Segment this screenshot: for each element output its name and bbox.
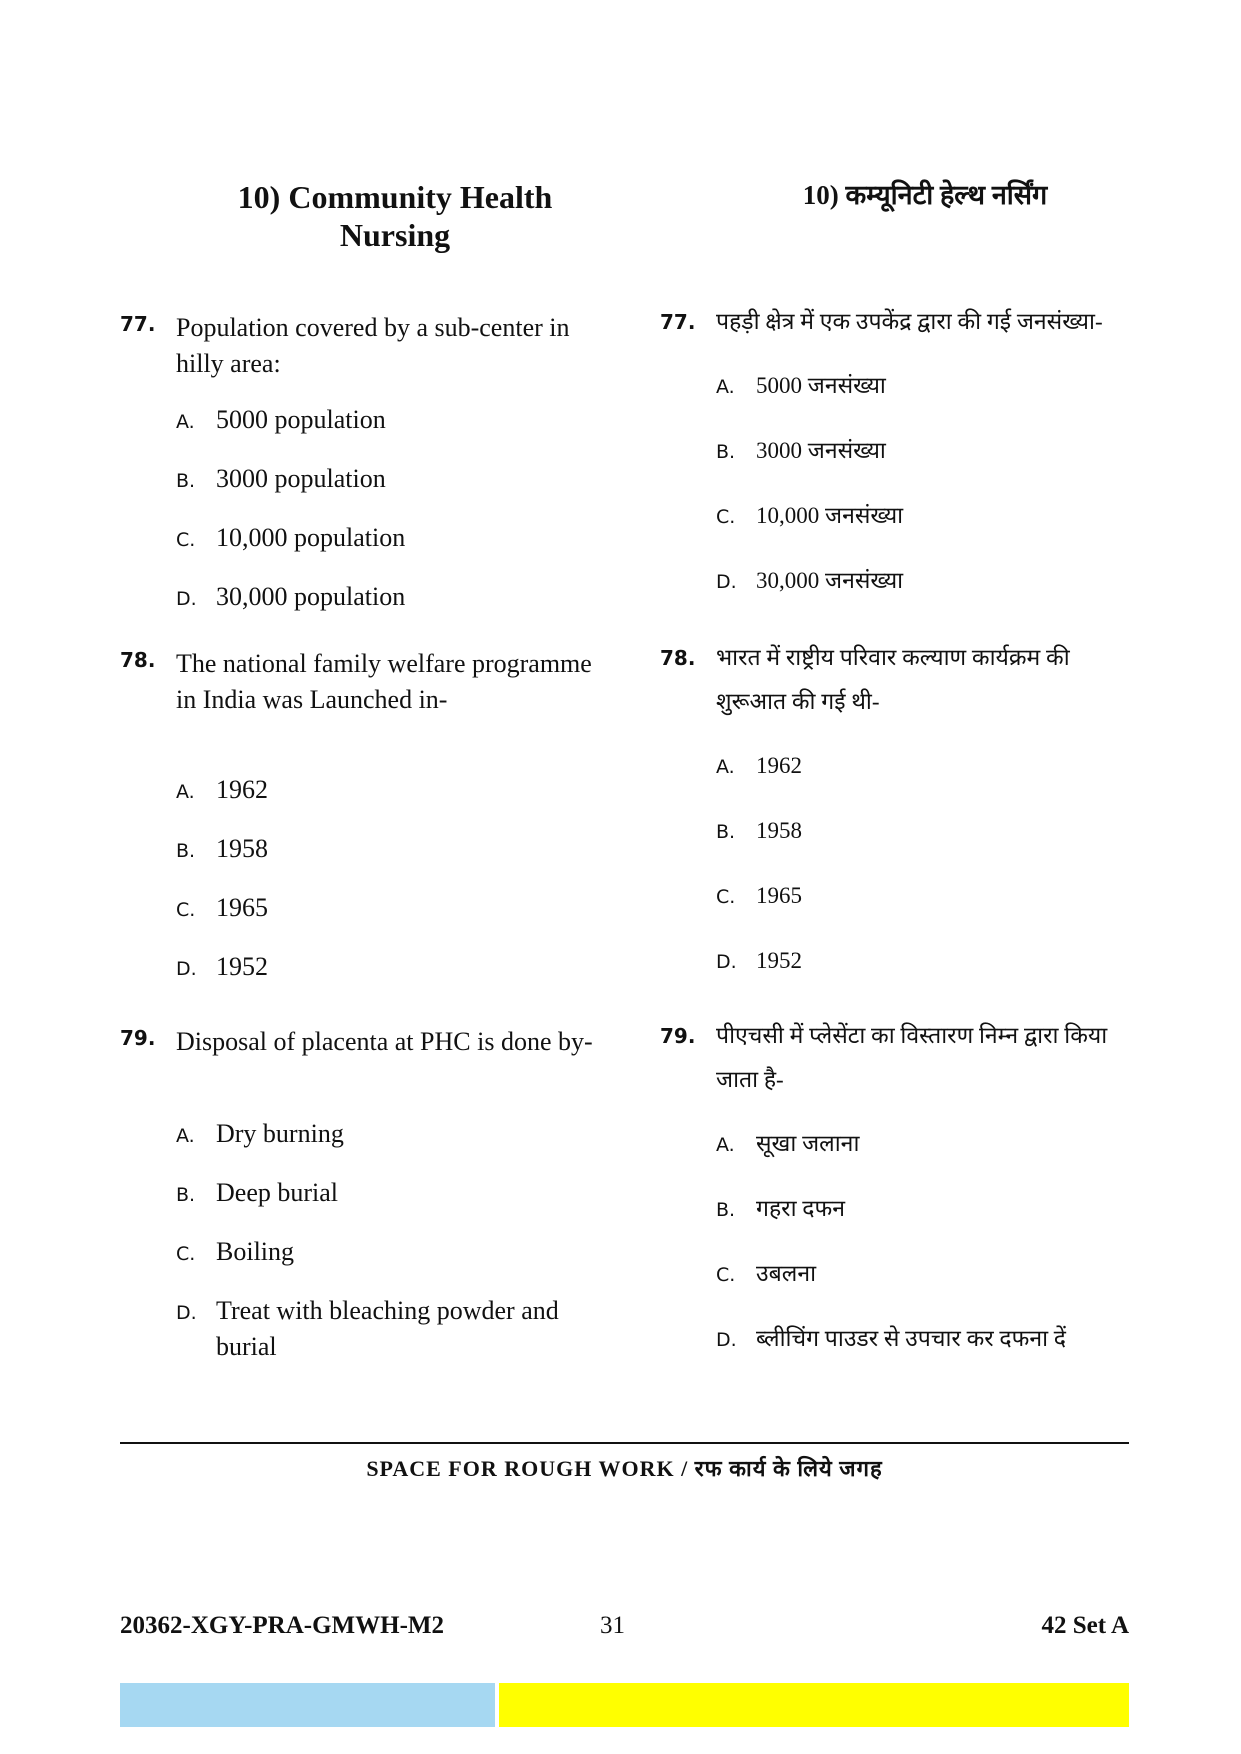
option-c[interactable] [716, 494, 1116, 539]
option-text: 3000 population [216, 464, 386, 493]
option-label: A. [176, 1125, 195, 1147]
option-b[interactable] [176, 831, 576, 869]
question-number: 77. [120, 312, 156, 336]
option-text: गहरा दफन [756, 1196, 845, 1221]
section-title-hi: 10) कम्यूनिटी हेल्थ नर्सिंग [802, 180, 1048, 210]
option-text: 30,000 जनसंख्या [756, 568, 904, 593]
option-text: ब्लीचिंग पाउडर से उपचार कर दफना दें [756, 1326, 1067, 1351]
footer-bar-yellow [499, 1683, 1129, 1727]
option-text: Treat with bleaching powder and burial [216, 1296, 559, 1361]
option-label: C. [176, 529, 196, 551]
option-c[interactable] [176, 890, 576, 928]
option-label: D. [176, 588, 197, 610]
option-text: Dry burning [216, 1119, 344, 1148]
option-label: D. [176, 1302, 197, 1324]
option-label: D. [716, 951, 737, 973]
option-b[interactable] [176, 1175, 596, 1213]
set-label: 42 Set A [1041, 1612, 1129, 1639]
option-a[interactable] [176, 1116, 596, 1154]
option-a[interactable] [716, 364, 1116, 409]
question-number: 77. [660, 310, 696, 334]
option-c[interactable] [716, 1252, 1136, 1297]
option-text: 1965 [756, 883, 802, 908]
option-b[interactable] [716, 809, 1116, 854]
page-number: 31 [600, 1612, 625, 1639]
option-text: 10,000 population [216, 523, 406, 552]
option-text: 30,000 population [216, 582, 406, 611]
option-text: 1965 [216, 893, 268, 922]
option-text: 1958 [216, 834, 268, 863]
option-text: उबलना [756, 1261, 817, 1286]
option-text: 1958 [756, 818, 802, 843]
option-label: A. [716, 376, 735, 398]
question-number: 79. [120, 1026, 156, 1050]
option-b[interactable] [176, 461, 576, 499]
rough-work-divider [120, 1442, 1129, 1444]
option-label: C. [716, 506, 736, 528]
question-text: भारत में राष्ट्रीय परिवार कल्याण कार्यक्रम की शुरूआत की गई थी- [716, 645, 1070, 714]
option-label: A. [716, 756, 735, 778]
option-text: सूखा जलाना [756, 1131, 860, 1156]
option-d[interactable] [716, 939, 1116, 984]
option-text: 1952 [216, 952, 268, 981]
question-text: पहड़ी क्षेत्र में एक उपकेंद्र द्वारा की गई जनसंख्या- [716, 309, 1103, 334]
section-title-en: 10) Community Health Nursing [237, 179, 553, 253]
option-label: B. [716, 1199, 736, 1221]
question-text: Disposal of placenta at PHC is done by- [176, 1027, 593, 1056]
option-c[interactable] [176, 520, 576, 558]
paper-code: 20362-XGY-PRA-GMWH-M2 [120, 1612, 445, 1639]
option-label: B. [176, 1184, 196, 1206]
option-text: Boiling [216, 1237, 295, 1266]
option-d[interactable] [716, 559, 1116, 604]
option-a[interactable] [176, 772, 576, 810]
question-number: 79. [660, 1024, 696, 1048]
option-c[interactable] [716, 874, 1116, 919]
option-label: C. [176, 1243, 196, 1265]
option-text: 5000 जनसंख्या [756, 373, 886, 398]
question-text: Population covered by a sub-center in hilly area: [176, 313, 570, 378]
rough-work-label: SPACE FOR ROUGH WORK / रफ कार्य के लिये जगह [366, 1456, 883, 1481]
option-d[interactable] [176, 1293, 596, 1365]
option-text: 10,000 जनसंख्या [756, 503, 904, 528]
question-text: पीएचसी में प्लेसेंटा का विस्तारण निम्न द्वारा किया जाता है- [716, 1023, 1108, 1092]
option-text: 1962 [216, 775, 268, 804]
option-label: C. [716, 886, 736, 908]
question-number: 78. [660, 646, 696, 670]
option-d[interactable] [176, 579, 576, 617]
option-b[interactable] [716, 1187, 1136, 1232]
option-a[interactable] [716, 744, 1116, 789]
footer-bar-blue [120, 1683, 495, 1727]
option-label: A. [716, 1134, 735, 1156]
option-label: C. [176, 899, 196, 921]
option-text: 3000 जनसंख्या [756, 438, 886, 463]
option-label: A. [176, 781, 195, 803]
option-text: Deep burial [216, 1178, 339, 1207]
option-label: A. [176, 411, 195, 433]
option-label: D. [176, 958, 197, 980]
option-c[interactable] [176, 1234, 596, 1272]
option-d[interactable] [176, 949, 576, 987]
option-text: 1962 [756, 753, 802, 778]
option-label: B. [176, 470, 196, 492]
option-label: B. [176, 840, 196, 862]
option-label: B. [716, 441, 736, 463]
option-a[interactable] [716, 1122, 1136, 1167]
option-label: B. [716, 821, 736, 843]
option-label: D. [716, 571, 737, 593]
option-a[interactable] [176, 402, 576, 440]
option-b[interactable] [716, 429, 1116, 474]
option-text: 1952 [756, 948, 802, 973]
question-number: 78. [120, 648, 156, 672]
option-label: C. [716, 1264, 736, 1286]
option-text: 5000 population [216, 405, 386, 434]
question-text: The national family welfare programme in India was Launched in- [176, 649, 592, 714]
option-d[interactable] [716, 1317, 1156, 1362]
option-label: D. [716, 1329, 737, 1351]
